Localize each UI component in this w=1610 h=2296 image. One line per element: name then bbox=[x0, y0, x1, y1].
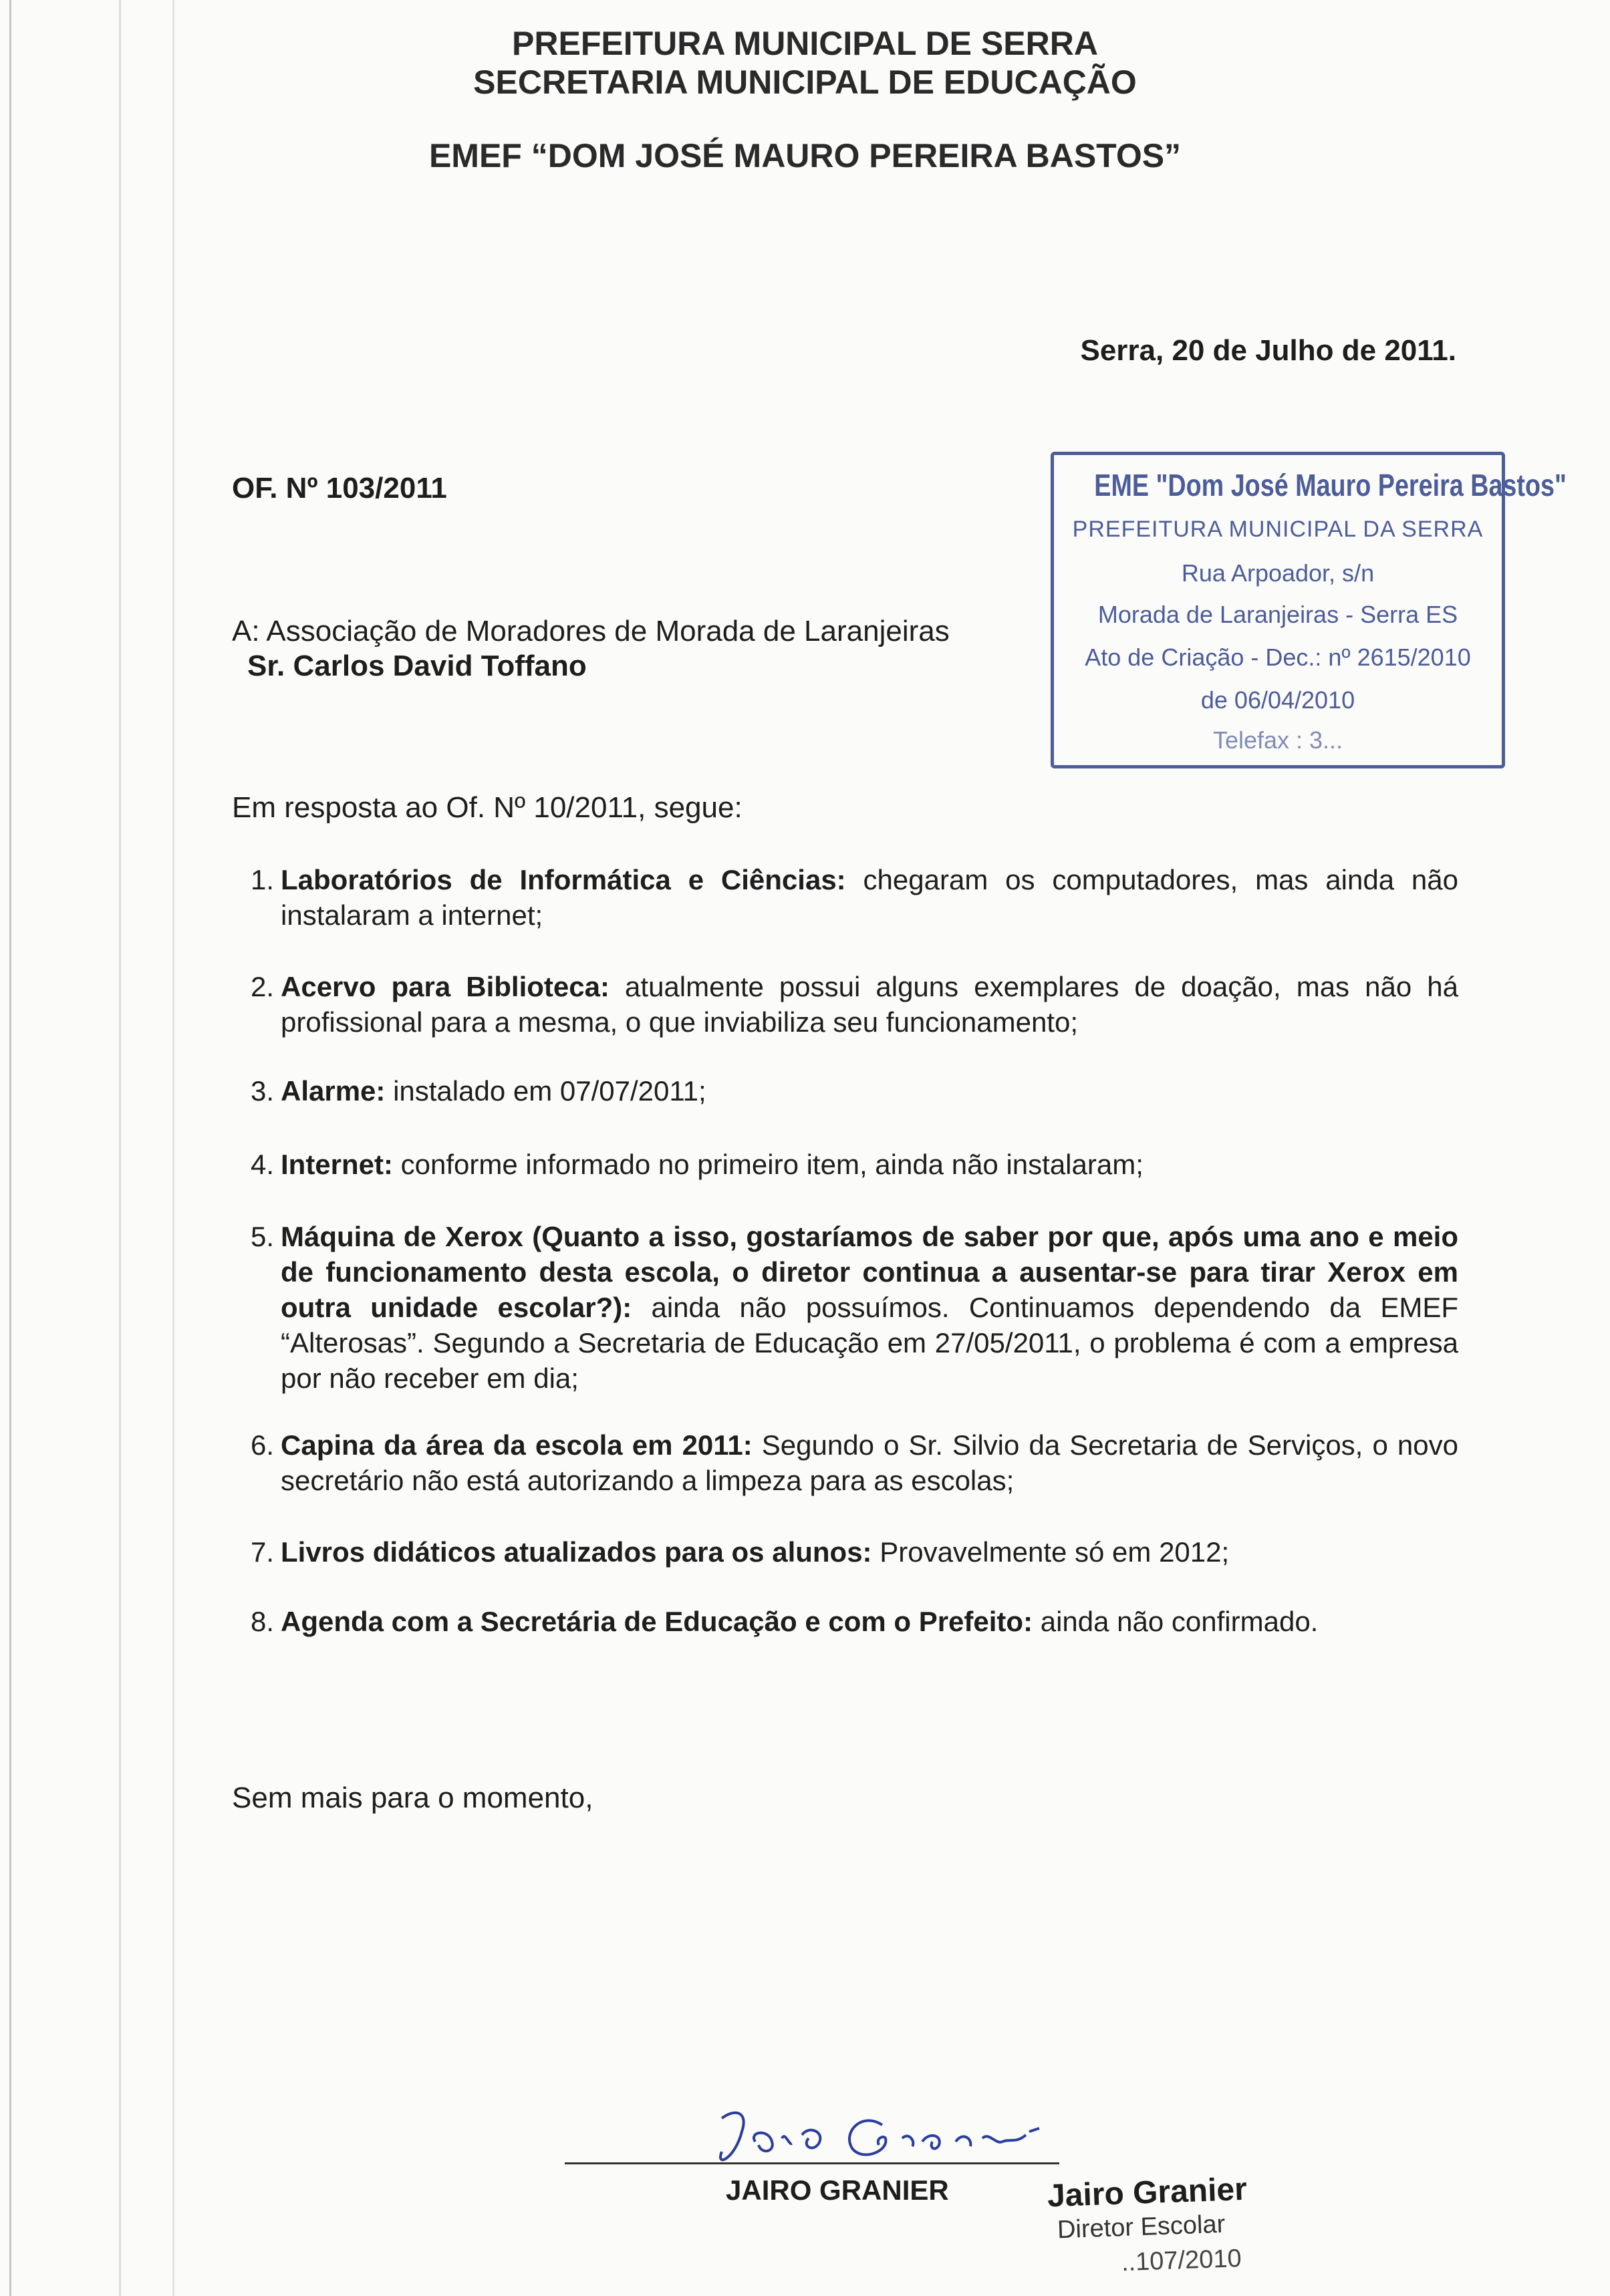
signature-stamp-date: ..107/2010 bbox=[1121, 2244, 1242, 2277]
handwritten-signature bbox=[708, 2105, 1083, 2178]
item-text: Segundo o Sr. Silvio da Secretaria de Serviços, o novo secretário não está autorizando a limpeza para as escolas; bbox=[281, 1429, 1458, 1496]
item-number: 4. bbox=[250, 1149, 274, 1180]
item-text: conforme informado no primeiro item, ainda não instalaram; bbox=[393, 1149, 1144, 1180]
item-number: 3. bbox=[250, 1075, 274, 1107]
recipient-line-1: A: Associação de Moradores de Morada de Laranjeiras bbox=[232, 615, 950, 648]
stamp-line-2: PREFEITURA MUNICIPAL DA SERRA bbox=[1072, 517, 1484, 542]
item-title: Acervo para Biblioteca: bbox=[281, 971, 610, 1002]
item-text: chegaram os computadores, mas ainda não instalaram a internet; bbox=[281, 864, 1459, 931]
header-line-1: PREFEITURA MUNICIPAL DE SERRA bbox=[512, 25, 1098, 62]
item-text: atualmente possui alguns exemplares de doação, mas não há profissional para a mesma, o que inviabiliza seu funcionamento; bbox=[281, 971, 1458, 1038]
stamp-line-3: Rua Arpoador, s/n bbox=[1181, 559, 1375, 587]
scan-edge-line bbox=[172, 0, 174, 2296]
item-number: 2. bbox=[250, 971, 274, 1002]
item-title: Capina da área da escola em 2011: bbox=[281, 1429, 753, 1461]
response-intro: Em resposta ao Of. Nº 10/2011, segue: bbox=[232, 791, 743, 824]
item-title: Laboratórios de Informática e Ciências: bbox=[281, 864, 846, 895]
stamp-line-6: de 06/04/2010 bbox=[1200, 686, 1355, 714]
list-item bbox=[250, 1534, 1458, 1570]
list-item bbox=[250, 1604, 1458, 1639]
list-item bbox=[250, 1219, 1458, 1396]
item-title: Internet: bbox=[281, 1149, 393, 1180]
letter-date: Serra, 20 de Julho de 2011. bbox=[1080, 334, 1456, 367]
list-item bbox=[250, 1427, 1458, 1498]
signature-stamp-name: Jairo Granier bbox=[1047, 2171, 1248, 2214]
list-item bbox=[250, 1073, 1458, 1109]
item-title: Agenda com a Secretária de Educação e com o Prefeito: bbox=[281, 1606, 1033, 1637]
recipient-line-2: Sr. Carlos David Toffano bbox=[247, 650, 587, 682]
school-name: EMEF “DOM JOSÉ MAURO PEREIRA BASTOS” bbox=[428, 137, 1182, 174]
item-number: 5. bbox=[250, 1221, 274, 1252]
item-number: 6. bbox=[250, 1429, 274, 1461]
list-item bbox=[250, 1147, 1458, 1182]
item-text: ainda não confirmado. bbox=[1033, 1606, 1319, 1637]
item-number: 7. bbox=[250, 1536, 274, 1568]
signature-line bbox=[565, 2162, 1059, 2164]
signature-stamp-role: Diretor Escolar bbox=[1057, 2210, 1226, 2245]
item-text: instalado em 07/07/2011; bbox=[385, 1075, 706, 1107]
stamp-line-1: EME "Dom José Mauro Pereira Bastos" bbox=[1094, 468, 1567, 503]
oficio-number: OF. Nº 103/2011 bbox=[232, 472, 447, 505]
list-item bbox=[250, 862, 1459, 933]
signer-printed-name: JAIRO GRANIER bbox=[726, 2174, 949, 2206]
item-number: 1. bbox=[250, 864, 274, 895]
stamp-line-7: Telefax : 3... bbox=[1212, 726, 1343, 754]
scan-edge-line bbox=[9, 0, 11, 2296]
item-number: 8. bbox=[250, 1606, 274, 1637]
school-stamp bbox=[1051, 452, 1567, 768]
stamp-line-4: Morada de Laranjeiras - Serra ES bbox=[1097, 601, 1458, 628]
header-line-2: SECRETARIA MUNICIPAL DE EDUCAÇÃO bbox=[473, 63, 1137, 101]
scan-edge-line bbox=[119, 0, 121, 2296]
item-title: Máquina de Xerox (Quanto a isso, gostaríamos de saber por que, após uma ano e meio de funcionamento desta escola, o diretor continua a ausentar-se para tirar Xerox em outra unidade escolar?): bbox=[281, 1221, 1458, 1323]
item-text: Provavelmente só em 2012; bbox=[871, 1536, 1230, 1568]
item-text: ainda não possuímos. Continuamos dependendo da EMEF “Alterosas”. Segundo a Secretaria de Educação em 27/05/2011, o problema é com a empresa por não receber em dia; bbox=[281, 1292, 1458, 1394]
list-item bbox=[250, 969, 1458, 1040]
item-title: Alarme: bbox=[281, 1075, 386, 1107]
stamp-line-5: Ato de Criação - Dec.: nº 2615/2010 bbox=[1085, 643, 1471, 671]
closing-text: Sem mais para o momento, bbox=[232, 1781, 593, 1814]
item-title: Livros didáticos atualizados para os alunos: bbox=[281, 1536, 872, 1568]
